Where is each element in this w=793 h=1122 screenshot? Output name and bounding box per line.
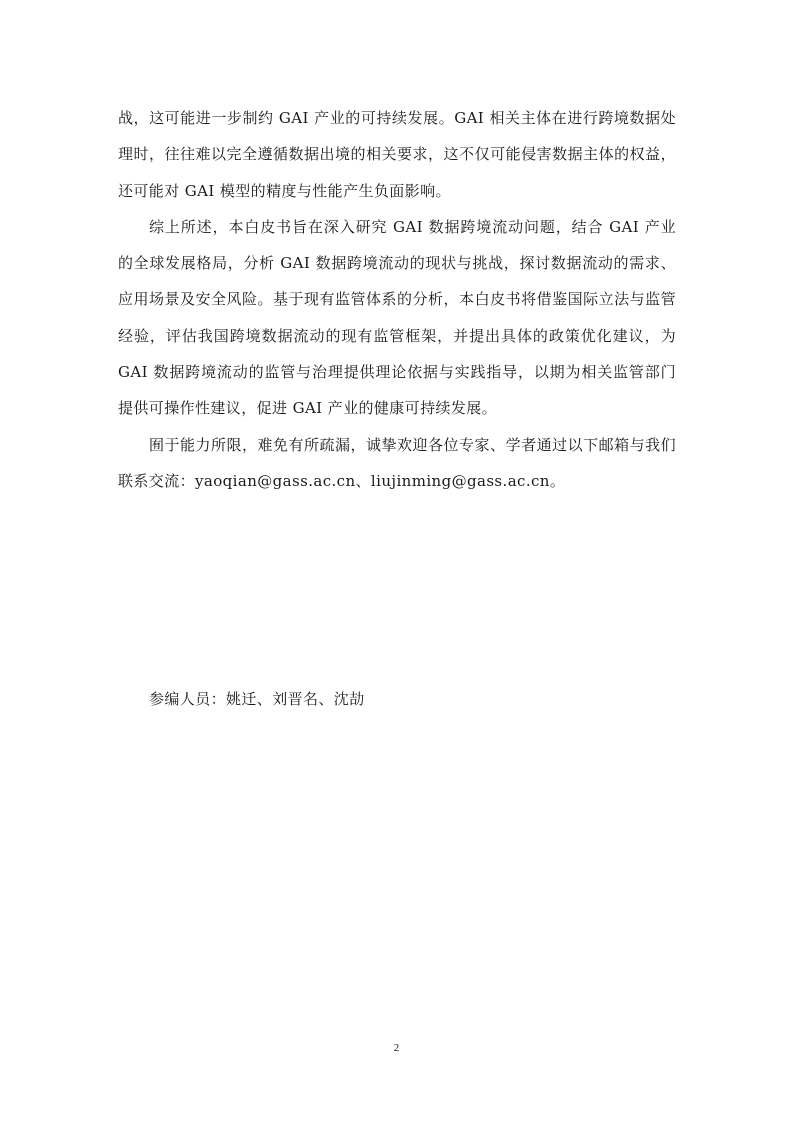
paragraph-contact: 囿于能力所限，难免有所疏漏，诚挚欢迎各位专家、学者通过以下邮箱与我们联系交流：yaoqian@gass.ac.cn、liujinming@gass.ac.cn。 (118, 435, 676, 490)
page-number: 2 (393, 1042, 400, 1054)
paragraph-summary: 综上所述，本白皮书旨在深入研究 GAI 数据跨境流动问题，结合 GAI 产业的全球发展格局，分析 GAI 数据跨境流动的现状与挑战，探讨数据流动的需求、应用场景及安全风险。基于现有监管体系的分析，本白皮书将借鉴国际立法与监管经验，评估我国跨境数据流动的现有监管框架，并提出具体的政策优化建议，为 GAI 数据跨境流动的监管与治理提供理论依据与实践指导，以期为相关监管部门提供可操作性建议，促进 GAI 产业的健康可持续发展。 (118, 217, 676, 418)
paragraph-continuation: 战，这可能进一步制约 GAI 产业的可持续发展。GAI 相关主体在进行跨境数据处理时，往往难以完全遵循数据出境的相关要求，这不仅可能侵害数据主体的权益，还可能对 GAI 模型的精度与性能产生负面影响。 (118, 109, 676, 200)
body-text (118, 100, 676, 499)
contributors-line: 参编人员：姚迁、刘晋名、沈劼 (149, 690, 365, 708)
